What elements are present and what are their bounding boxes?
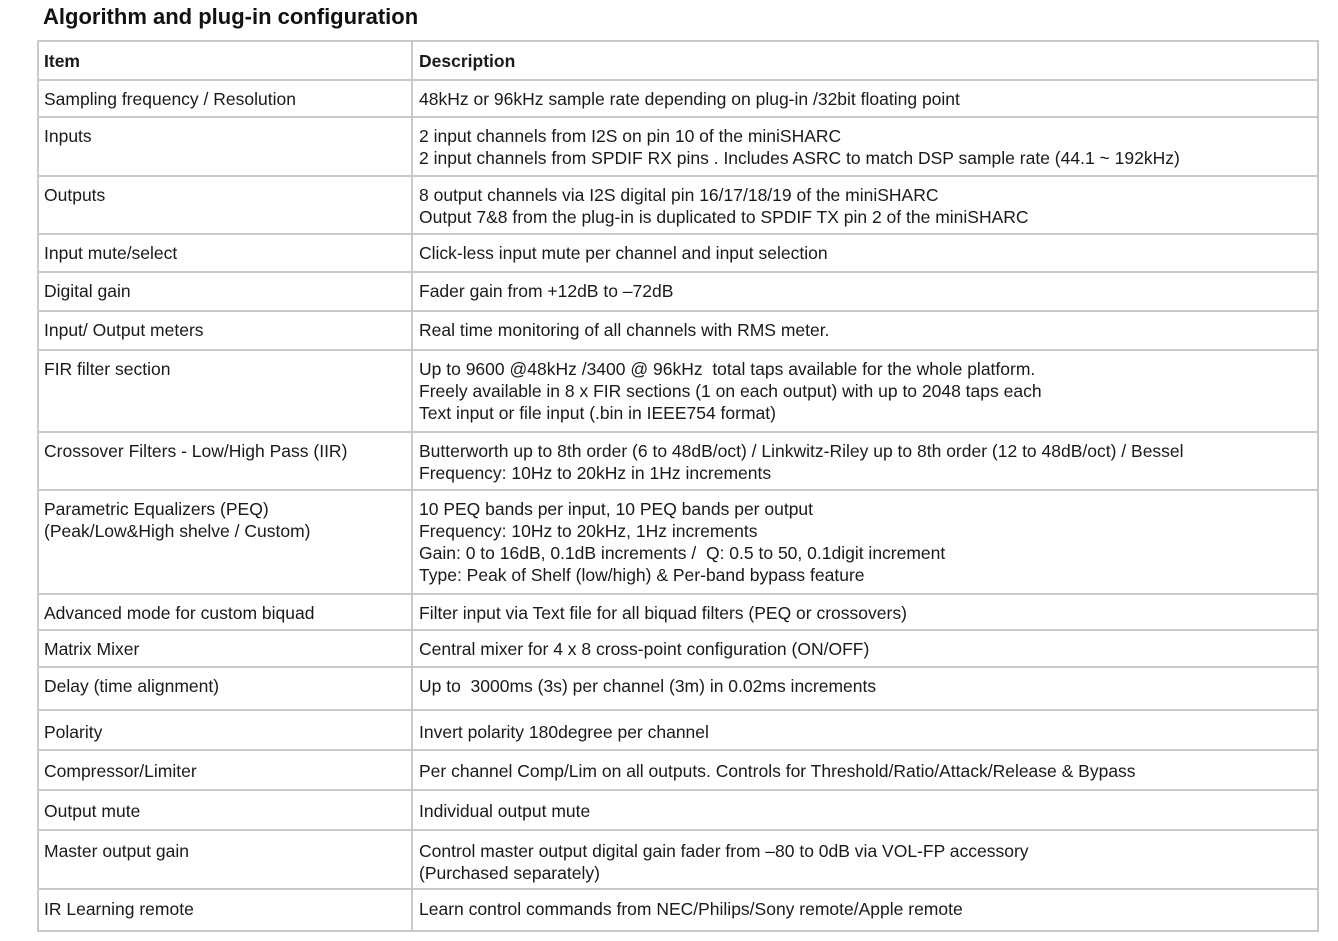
- description-cell: [412, 176, 1318, 234]
- description-text: Type: Peak of Shelf (low/high) & Per-band bypass feature: [419, 565, 865, 585]
- table-row: [38, 80, 1318, 117]
- table-row: [38, 750, 1318, 790]
- item-text: Master output gain: [44, 841, 189, 861]
- item-cell: [38, 117, 412, 176]
- table-row: [38, 710, 1318, 750]
- item-cell: [38, 350, 412, 432]
- item-text: Sampling frequency / Resolution: [44, 89, 296, 109]
- description-text: Learn control commands from NEC/Philips/Sony remote/Apple remote: [419, 899, 963, 919]
- table-row: [38, 432, 1318, 490]
- table-row: [38, 311, 1318, 350]
- description-cell: [412, 234, 1318, 272]
- description-text: Invert polarity 180degree per channel: [419, 722, 709, 742]
- item-cell: [38, 234, 412, 272]
- description-text: Gain: 0 to 16dB, 0.1dB increments / Q: 0.5 to 50, 0.1digit increment: [419, 543, 946, 563]
- configuration-table: [37, 40, 1319, 932]
- description-cell: [412, 630, 1318, 667]
- table-row: [38, 234, 1318, 272]
- description-text: 2 input channels from I2S on pin 10 of the miniSHARC: [419, 126, 842, 146]
- item-cell: [38, 594, 412, 630]
- item-cell: [38, 311, 412, 350]
- description-text: Per channel Comp/Lim on all outputs. Controls for Threshold/Ratio/Attack/Release & Bypass: [419, 761, 1136, 781]
- item-cell: [38, 432, 412, 490]
- table-row: [38, 350, 1318, 432]
- item-text: Parametric Equalizers (PEQ): [44, 499, 269, 519]
- description-text: Freely available in 8 x FIR sections (1 on each output) with up to 2048 taps each: [419, 381, 1042, 401]
- description-cell: [412, 889, 1318, 931]
- description-text: Text input or file input (.bin in IEEE754 format): [419, 403, 776, 423]
- description-text: 8 output channels via I2S digital pin 16/17/18/19 of the miniSHARC: [419, 185, 939, 205]
- item-text: Crossover Filters - Low/High Pass (IIR): [44, 441, 348, 461]
- description-cell: [412, 311, 1318, 350]
- item-cell: [38, 272, 412, 311]
- description-text: Central mixer for 4 x 8 cross-point configuration (ON/OFF): [419, 639, 870, 659]
- table-row: [38, 490, 1318, 594]
- description-text: (Purchased separately): [419, 863, 600, 883]
- item-cell: [38, 80, 412, 117]
- description-cell: [412, 117, 1318, 176]
- description-cell: [412, 80, 1318, 117]
- page-title: Algorithm and plug-in configuration: [43, 4, 419, 29]
- item-cell: [38, 830, 412, 889]
- description-text: 10 PEQ bands per input, 10 PEQ bands per output: [419, 499, 814, 519]
- item-cell: [38, 889, 412, 931]
- description-text: Output 7&8 from the plug-in is duplicated to SPDIF TX pin 2 of the miniSHARC: [419, 207, 1029, 227]
- item-text: Digital gain: [44, 281, 131, 301]
- description-cell: [412, 272, 1318, 311]
- item-text: Input mute/select: [44, 243, 178, 263]
- description-text: 48kHz or 96kHz sample rate depending on plug-in /32bit floating point: [419, 89, 960, 109]
- description-cell: [412, 710, 1318, 750]
- item-cell: [38, 667, 412, 710]
- table-row: [38, 889, 1318, 931]
- description-cell: [412, 830, 1318, 889]
- description-text: Frequency: 10Hz to 20kHz, 1Hz increments: [419, 521, 758, 541]
- description-text: Up to 9600 @48kHz /3400 @ 96kHz total taps available for the whole platform.: [419, 359, 1036, 379]
- description-text: Individual output mute: [419, 801, 591, 821]
- table-row: [38, 830, 1318, 889]
- description-cell: [412, 790, 1318, 830]
- description-text: 2 input channels from SPDIF RX pins . Includes ASRC to match DSP sample rate (44.1 ~ 192kHz): [419, 148, 1180, 168]
- table-row: [38, 630, 1318, 667]
- item-text: Outputs: [44, 185, 106, 205]
- item-text: Advanced mode for custom biquad: [44, 603, 315, 623]
- description-text: Filter input via Text file for all biquad filters (PEQ or crossovers): [419, 603, 907, 623]
- description-cell: [412, 750, 1318, 790]
- column-header-item: Item: [38, 41, 412, 80]
- item-text: Polarity: [44, 722, 103, 742]
- description-text: Control master output digital gain fader from –80 to 0dB via VOL-FP accessory: [419, 841, 1029, 861]
- item-text: IR Learning remote: [44, 899, 194, 919]
- description-cell: [412, 667, 1318, 710]
- table-row: [38, 176, 1318, 234]
- item-text: Delay (time alignment): [44, 676, 220, 696]
- description-cell: [412, 594, 1318, 630]
- description-text: Click-less input mute per channel and input selection: [419, 243, 828, 263]
- description-text: Up to 3000ms (3s) per channel (3m) in 0.02ms increments: [419, 676, 877, 696]
- item-text: FIR filter section: [44, 359, 171, 379]
- item-cell: [38, 710, 412, 750]
- item-text: Input/ Output meters: [44, 320, 204, 340]
- column-header-description: Description: [412, 41, 1318, 80]
- description-cell: [412, 350, 1318, 432]
- item-cell: [38, 490, 412, 594]
- description-cell: [412, 490, 1318, 594]
- table-row: [38, 594, 1318, 630]
- item-text: Matrix Mixer: [44, 639, 140, 659]
- item-cell: [38, 750, 412, 790]
- description-text: Real time monitoring of all channels with RMS meter.: [419, 320, 830, 340]
- table-row: [38, 272, 1318, 311]
- item-text: Inputs: [44, 126, 92, 146]
- table-row: [38, 790, 1318, 830]
- item-cell: [38, 630, 412, 667]
- item-text: (Peak/Low&High shelve / Custom): [44, 521, 311, 541]
- table-row: [38, 117, 1318, 176]
- item-cell: [38, 176, 412, 234]
- table-header-row: [38, 41, 1318, 80]
- description-cell: [412, 432, 1318, 490]
- description-text: Frequency: 10Hz to 20kHz in 1Hz increments: [419, 463, 772, 483]
- table-row: [38, 667, 1318, 710]
- description-text: Fader gain from +12dB to –72dB: [419, 281, 674, 301]
- item-text: Output mute: [44, 801, 141, 821]
- item-text: Compressor/Limiter: [44, 761, 197, 781]
- description-text: Butterworth up to 8th order (6 to 48dB/oct) / Linkwitz-Riley up to 8th order (12 to 48dB/oct) / Bessel: [419, 441, 1184, 461]
- item-cell: [38, 790, 412, 830]
